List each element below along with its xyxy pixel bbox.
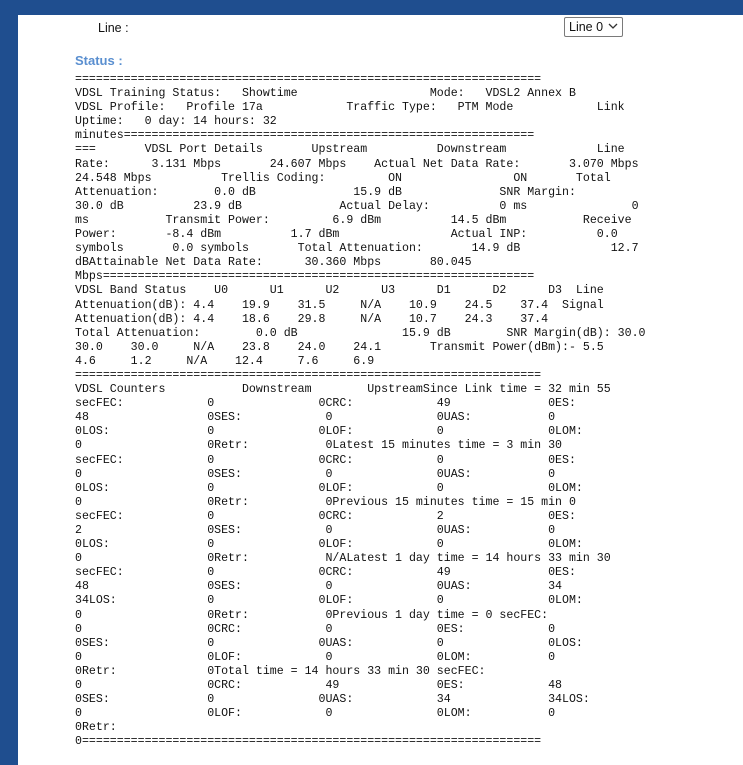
- status-line: VDSL Training Status: Showtime Mode: VDSL2 Annex B: [75, 87, 576, 101]
- status-line: dBAttainable Net Data Rate: 30.360 Mbps 80.045: [75, 256, 472, 270]
- status-line: 0==================================================================: [75, 735, 542, 749]
- status-line: 0SES: 0 0UAS: 0 0LOS:: [75, 636, 583, 650]
- status-line: 0LOS: 0 0LOF: 0 0LOM:: [75, 481, 583, 495]
- status-line: 4.6 1.2 N/A 12.4 7.6 6.9: [75, 354, 375, 368]
- status-line: secFEC: 0 0CRC: 2 0ES:: [75, 509, 576, 523]
- status-line: VDSL Band Status U0 U1 U2 U3 D1 D2 D3 Line: [75, 284, 604, 298]
- status-line: 0 0SES: 0 0UAS: 0: [75, 467, 556, 481]
- status-line: 30.0 dB 23.9 dB Actual Delay: 0 ms 0: [75, 199, 639, 213]
- status-line: Rate: 3.131 Mbps 24.607 Mbps Actual Net Data Rate: 3.070 Mbps: [75, 157, 639, 171]
- status-line: VDSL Counters Downstream UpstreamSince Link time = 32 min 55: [75, 383, 611, 397]
- status-line: ms Transmit Power: 6.9 dBm 14.5 dBm Receive: [75, 213, 632, 227]
- status-line: 0SES: 0 0UAS: 34 34LOS:: [75, 693, 590, 707]
- status-line: secFEC: 0 0CRC: 49 0ES:: [75, 566, 576, 580]
- status-line: 0LOS: 0 0LOF: 0 0LOM:: [75, 538, 583, 552]
- vdsl-status-text: [75, 73, 646, 750]
- status-line: Attenuation(dB): 4.4 19.9 31.5 N/A 10.9 24.5 37.4 Signal: [75, 298, 604, 312]
- status-line: Power: -8.4 dBm 1.7 dBm Actual INP: 0.0: [75, 228, 618, 242]
- status-line: Attenuation: 0.0 dB 15.9 dB SNR Margin:: [75, 185, 576, 199]
- status-line: minutes===========================================================: [75, 129, 535, 143]
- status-line: 0 0CRC: 0 0ES: 0: [75, 622, 556, 636]
- status-line: 34LOS: 0 0LOF: 0 0LOM:: [75, 594, 583, 608]
- status-heading: Status :: [75, 53, 123, 68]
- status-line: 0 0CRC: 49 0ES: 48: [75, 679, 563, 693]
- chevron-down-icon: [608, 21, 618, 31]
- status-line: 30.0 30.0 N/A 23.8 24.0 24.1 Transmit Power(dBm):- 5.5: [75, 340, 604, 354]
- status-line: Total Attenuation: 0.0 dB 15.9 dB SNR Margin(dB): 30.0: [75, 326, 646, 340]
- status-line: 0Retr:: [75, 721, 117, 735]
- line-label: Line :: [98, 21, 129, 35]
- status-line: secFEC: 0 0CRC: 0 0ES:: [75, 453, 576, 467]
- status-line: symbols 0.0 symbols Total Attenuation: 14.9 dB 12.7: [75, 242, 639, 256]
- status-line: 24.548 Mbps Trellis Coding: ON ON Total: [75, 171, 611, 185]
- status-line: === VDSL Port Details Upstream Downstream Line: [75, 143, 625, 157]
- status-line: 48 0SES: 0 0UAS: 34: [75, 580, 563, 594]
- status-line: 0 0Retr: 0Previous 1 day time = 0 secFEC:: [75, 608, 549, 622]
- status-line: VDSL Profile: Profile 17a Traffic Type: PTM Mode Link: [75, 101, 625, 115]
- status-line: Uptime: 0 day: 14 hours: 32: [75, 115, 277, 129]
- status-line: Mbps==============================================================: [75, 270, 535, 284]
- content-frame: [18, 15, 743, 765]
- line-select-value: Line 0: [569, 20, 604, 34]
- status-line: 0 0Retr: N/ALatest 1 day time = 14 hours 33 min 30: [75, 552, 611, 566]
- status-line: ===================================================================: [75, 368, 542, 382]
- status-line: 48 0SES: 0 0UAS: 0: [75, 411, 556, 425]
- status-line: 0LOS: 0 0LOF: 0 0LOM:: [75, 425, 583, 439]
- status-line: 0 0LOF: 0 0LOM: 0: [75, 707, 556, 721]
- status-line: Attenuation(dB): 4.4 18.6 29.8 N/A 10.7 24.3 37.4: [75, 312, 549, 326]
- status-line: ===================================================================: [75, 73, 542, 86]
- status-line: 0 0LOF: 0 0LOM: 0: [75, 650, 556, 664]
- line-select-dropdown[interactable]: [564, 17, 623, 37]
- status-line: secFEC: 0 0CRC: 49 0ES:: [75, 397, 576, 411]
- status-line: 0 0Retr: 0Latest 15 minutes time = 3 min 30: [75, 439, 563, 453]
- status-line: 0 0Retr: 0Previous 15 minutes time = 15 min 0: [75, 495, 576, 509]
- status-line: 2 0SES: 0 0UAS: 0: [75, 524, 556, 537]
- status-line: 0Retr: 0Total time = 14 hours 33 min 30 secFEC:: [75, 664, 486, 678]
